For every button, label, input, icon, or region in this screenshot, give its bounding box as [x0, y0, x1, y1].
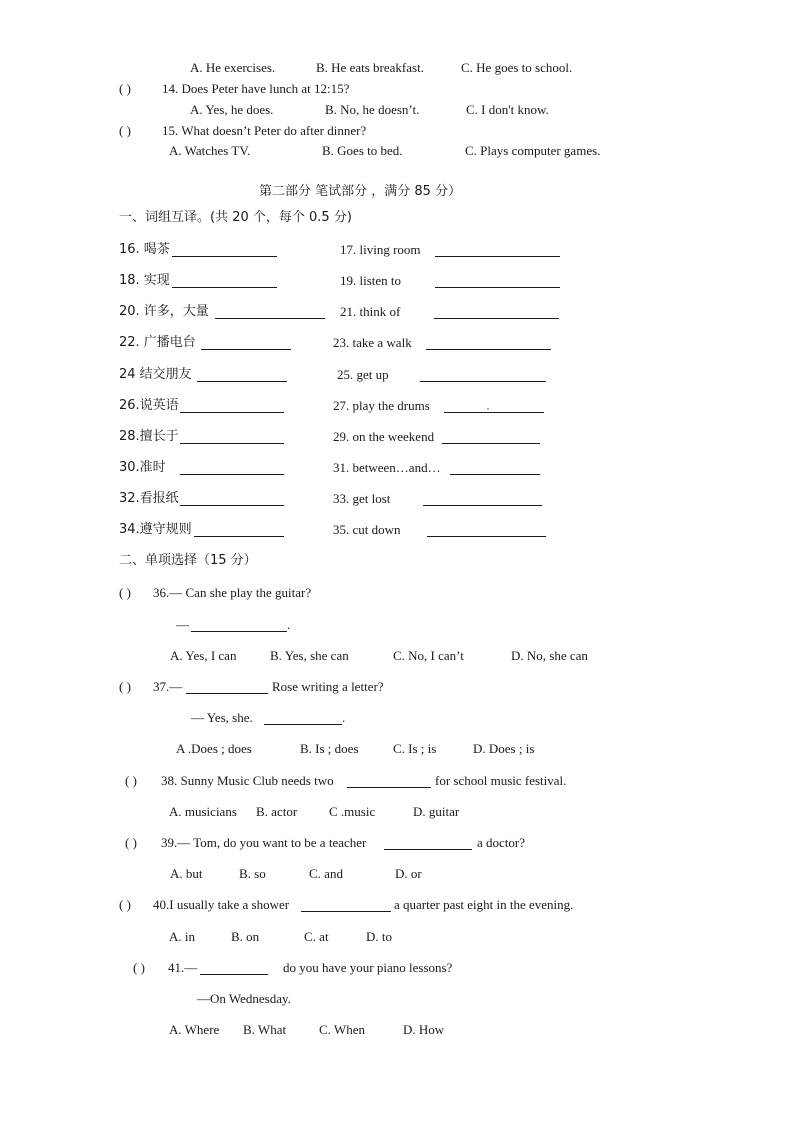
q14-option-b: B. No, he doesn’t. — [325, 102, 420, 117]
q40-option-d: D. to — [366, 929, 392, 944]
q41-option-d: D. How — [403, 1022, 445, 1037]
q41-option-c: C. When — [319, 1022, 365, 1037]
answer-blank[interactable] — [426, 337, 551, 350]
phrase-left: 20. 许多，大量 — [119, 304, 209, 319]
phrase-right: 33. get lost — [333, 491, 391, 506]
question-text: 36.— Can she play the guitar? — [153, 585, 312, 600]
question-text: 14. Does Peter have lunch at 12:15? — [162, 81, 350, 96]
question-text-b: do you have your piano lessons? — [283, 960, 453, 975]
answer-paren[interactable]: ( ) — [119, 123, 131, 138]
answer-paren[interactable]: ( ) — [125, 773, 137, 788]
reply-end: . — [287, 617, 291, 632]
answer-blank[interactable] — [180, 493, 284, 506]
answer-blank[interactable] — [215, 306, 325, 319]
answer-blank[interactable] — [172, 244, 277, 257]
answer-blank[interactable] — [434, 306, 559, 319]
q38-option-b: B. actor — [256, 804, 298, 819]
phrase-left: 26.说英语 — [119, 398, 179, 413]
reply-dash: — — [176, 617, 189, 632]
question-text-b: Rose writing a letter? — [272, 679, 384, 694]
question-text-a: 39.— Tom, do you want to be a teacher — [161, 835, 367, 850]
answer-blank[interactable] — [420, 369, 546, 382]
answer-blank[interactable] — [301, 899, 391, 912]
answer-blank[interactable] — [172, 275, 277, 288]
reply-end: . — [342, 710, 346, 725]
q38-option-d: D. guitar — [413, 804, 460, 819]
answer-blank[interactable] — [200, 962, 268, 975]
q38-option-c: C .music — [329, 804, 376, 819]
question-text-a: 41.— — [168, 960, 198, 975]
phrase-left: 24 结交朋友 — [119, 367, 192, 382]
answer-paren[interactable]: ( ) — [119, 585, 131, 600]
answer-blank[interactable] — [180, 462, 284, 475]
q38-option-a: A. musicians — [169, 804, 237, 819]
answer-blank[interactable] — [435, 244, 560, 257]
q41-option-b: B. What — [243, 1022, 287, 1037]
answer-paren[interactable]: ( ) — [133, 960, 145, 975]
q36-option-c: C. No, I can’t — [393, 648, 464, 663]
q40-option-b: B. on — [231, 929, 260, 944]
question-text-a: 40.I usually take a shower — [153, 897, 290, 912]
q39-option-b: B. so — [239, 866, 266, 881]
reply-text: —On Wednesday. — [197, 991, 291, 1006]
q36-option-b: B. Yes, she can — [270, 648, 349, 663]
answer-blank[interactable] — [435, 275, 560, 288]
answer-blank[interactable] — [197, 369, 287, 382]
q36-option-a: A. Yes, I can — [170, 648, 237, 663]
q39-option-c: C. and — [309, 866, 343, 881]
answer-blank[interactable] — [384, 837, 472, 850]
answer-blank[interactable] — [450, 462, 540, 475]
phrase-left: 28.擅长于 — [119, 429, 179, 444]
answer-blank[interactable] — [347, 775, 431, 788]
phrase-right: 25. get up — [337, 367, 389, 382]
phrase-right: 29. on the weekend — [333, 429, 435, 444]
q15-option-a: A. Watches TV. — [169, 143, 251, 158]
q37-option-d: D. Does ; is — [473, 741, 535, 756]
phrase-left: 16. 喝茶 — [119, 242, 170, 257]
answer-blank[interactable] — [180, 400, 284, 413]
q41-option-a: A. Where — [169, 1022, 220, 1037]
phrase-right: 21. think of — [340, 304, 401, 319]
q13-option-b: B. He eats breakfast. — [316, 60, 424, 75]
answer-blank[interactable] — [201, 337, 291, 350]
q36-option-d: D. No, she can — [511, 648, 588, 663]
q15-option-c: C. Plays computer games. — [465, 143, 601, 158]
answer-blank[interactable] — [442, 431, 540, 444]
phrase-left: 22. 广播电台 — [119, 335, 196, 350]
answer-paren[interactable]: ( ) — [119, 81, 131, 96]
q37-option-c: C. Is ; is — [393, 741, 437, 756]
answer-blank[interactable] — [194, 524, 284, 537]
question-text-b: a doctor? — [477, 835, 526, 850]
phrase-left: 34.遵守规则 — [119, 522, 192, 537]
phrase-right: 31. between…and… — [333, 460, 441, 475]
answer-blank[interactable] — [264, 712, 342, 725]
section1-title: 一、词组互译。(共 20 个，每个 0.5 分) — [119, 210, 352, 225]
phrase-left: 32.看报纸 — [119, 491, 179, 506]
question-text-b: for school music festival. — [435, 773, 567, 788]
q39-option-a: A. but — [170, 866, 203, 881]
phrase-left: 18. 实现 — [119, 273, 170, 288]
ink-dot — [487, 408, 489, 410]
q13-option-a: A. He exercises. — [190, 60, 276, 75]
answer-blank[interactable] — [444, 400, 544, 413]
answer-paren[interactable]: ( ) — [119, 897, 131, 912]
phrase-right: 23. take a walk — [333, 335, 412, 350]
question-text-a: 37.— — [153, 679, 183, 694]
question-text-b: a quarter past eight in the evening. — [394, 897, 574, 912]
q40-option-a: A. in — [169, 929, 195, 944]
q40-option-c: C. at — [304, 929, 329, 944]
answer-blank[interactable] — [186, 681, 268, 694]
q13-option-c: C. He goes to school. — [461, 60, 573, 75]
part2-title: 第二部分 笔试部分 ，满分 85 分） — [259, 184, 462, 199]
reply-text: — Yes, she. — [191, 710, 253, 725]
question-text: 15. What doesn’t Peter do after dinner? — [162, 123, 367, 138]
answer-blank[interactable] — [180, 431, 284, 444]
phrase-right: 35. cut down — [333, 522, 401, 537]
phrase-right: 19. listen to — [340, 273, 402, 288]
q37-option-b: B. Is ; does — [300, 741, 359, 756]
answer-paren[interactable]: ( ) — [119, 679, 131, 694]
answer-blank[interactable] — [191, 619, 287, 632]
section2-title: 二、单项选择（15 分） — [119, 553, 257, 568]
q14-option-a: A. Yes, he does. — [190, 102, 274, 117]
question-text-a: 38. Sunny Music Club needs two — [161, 773, 334, 788]
phrase-right: 17. living room — [340, 242, 421, 257]
q14-option-c: C. I don't know. — [466, 102, 549, 117]
answer-paren[interactable]: ( ) — [125, 835, 137, 850]
phrase-right: 27. play the drums — [333, 398, 430, 413]
phrase-left: 30.准时 — [119, 460, 166, 475]
q39-option-d: D. or — [395, 866, 422, 881]
q15-option-b: B. Goes to bed. — [322, 143, 403, 158]
answer-blank[interactable] — [423, 493, 542, 506]
answer-blank[interactable] — [427, 524, 546, 537]
q37-option-a: A .Does ; does — [176, 741, 252, 756]
